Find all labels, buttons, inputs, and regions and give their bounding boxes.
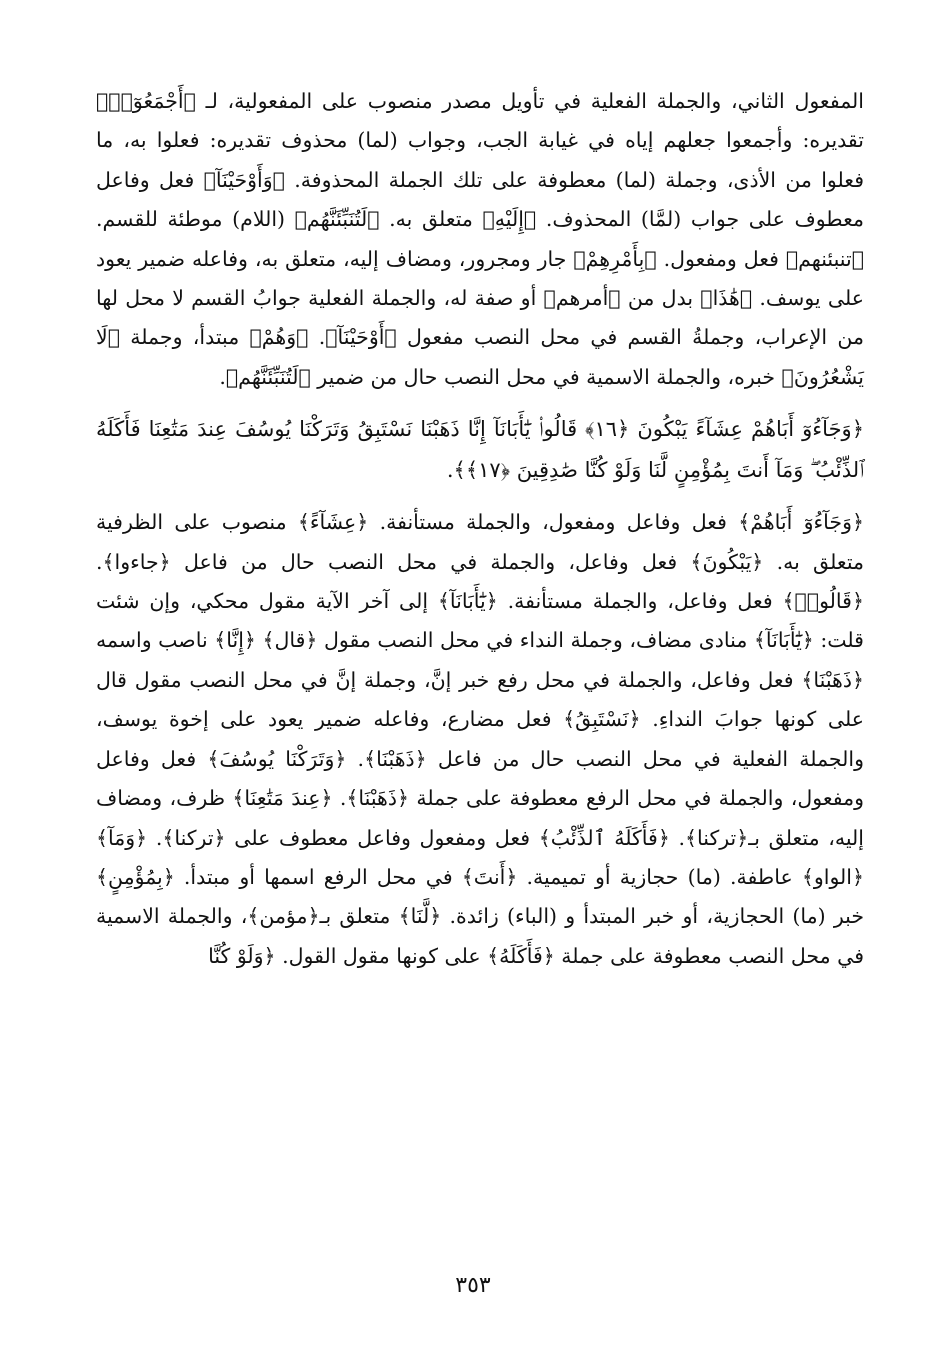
section-gap	[96, 397, 864, 409]
page-body	[96, 82, 864, 976]
section-gap	[96, 491, 864, 503]
paragraph-commentary-1: المفعول الثاني، والجملة الفعلية في تأويل مصدر منصوب على المفعولية، لـ ﴿أَجْمَعُوٓا۟﴾ تقديره: وأجمعوا جعلهم إياه في غيابة الجب، وجواب (لما) محذوف تقديره: فعلوا به، ما فعلوا من الأذى، وجملة (لما) معطوفة على تلك الجملة المحذوفة. ﴿وَأَوْحَيْنَآ﴾ فعل وفاعل معطوف على جواب (لمَّا) المحذوف. ﴿إِلَيْهِ﴾ متعلق به. ﴿لَتُنَبِّئَنَّهُم﴾ (اللام) موطئة للقسم. ﴿تنبئنهم﴾ فعل ومفعول. ﴿بِأَمْرِهِمْ﴾ جار ومجرور، ومضاف إليه، متعلق به، وفاعله ضمير يعود على يوسف. ﴿هَٰذَا﴾ بدل من ﴿أمرهم﴾ أو صفة له، والجملة الفعلية جوابُ القسم لا محل لها من الإعراب، وجملةُ القسم في محل النصب مفعول ﴿أَوْحَيْنَآ﴾. ﴿وَهُمْ﴾ مبتدأ، وجملة ﴿لَا يَشْعُرُونَ﴾ خبره، والجملة الاسمية في محل النصب حال من ضمير ﴿لَتُنَبِّئَنَّهُم﴾.	[96, 89, 864, 389]
paragraph-commentary-2: ﴿وَجَآءُوٓ أَبَاهُمْ﴾ فعل وفاعل ومفعول، والجملة مستأنفة. ﴿عِشَآءً﴾ منصوب على الظرفية متعلق به. ﴿يَبْكُونَ﴾ فعل وفاعل، والجملة في محل النصب حال من فاعل ﴿جاءوا﴾. ﴿قَالُوا۟﴾ فعل وفاعل، والجملة مستأنفة. ﴿يَٰٓأَبَانَآ﴾ إلى آخر الآية مقول محكي، وإن شئت قلت: ﴿يَٰٓأَبَانَآ﴾ منادى مضاف، وجملة النداء في محل النصب مقول ﴿قال﴾ ﴿إِنَّا﴾ ناصب واسمه ﴿ذَهَبْنَا﴾ فعل وفاعل، والجملة في محل رفع خبر إنَّ، وجملة إنَّ في محل النصب مقول قال على كونها جوابَ النداءِ. ﴿نَسْتَبِقُ﴾ فعل مضارع، وفاعله ضمير يعود على إخوة يوسف، والجملة الفعلية في محل النصب حال من فاعل ﴿ذَهَبْنَا﴾. ﴿وَتَرَكْنَا يُوسُفَ﴾ فعل وفاعل ومفعول، والجملة في محل الرفع معطوفة على جملة ﴿ذَهَبْنَا﴾. ﴿عِندَ مَتَٰعِنَا﴾ ظرف، ومضاف إليه، متعلق بـ﴿تركنا﴾. ﴿فَأَكَلَهُ ٱلذِّئْبُ﴾ فعل ومفعول وفاعل معطوف على ﴿تركنا﴾. ﴿وَمَآ﴾ ﴿الواو﴾ عاطفة. (ما) حجازية أو تميمية. ﴿أَنتَ﴾ في محل الرفع اسمها أو مبتدأ. ﴿بِمُؤْمِنٍ﴾ خبر (ما) الحجازية، أو خبر المبتدأ و (الباء) زائدة. ﴿لَّنَا﴾ متعلق بـ﴿مؤمن﴾، والجملة الاسمية في محل النصب معطوفة على جملة ﴿فَأَكَلَهُ﴾ على كونها مقول القول. ﴿وَلَوْ كُنَّا	[96, 510, 864, 968]
page-number: ٣٥٣	[455, 1273, 491, 1298]
quran-verse: ﴿وَجَآءُوٓ أَبَاهُمْ عِشَآءً يَبْكُونَ ﴿١٦﴾ قَالُوا۟ يَٰٓأَبَانَآ إِنَّا ذَهَبْنَا نَسْتَبِقُ وَتَرَكْنَا يُوسُفَ عِندَ مَتَٰعِنَا فَأَكَلَهُ ٱلذِّئْبُ ۖ وَمَآ أَنتَ بِمُؤْمِنٍ لَّنَا وَلَوْ كُنَّا صَٰدِقِينَ ﴿١٧﴾﴾.	[96, 417, 864, 483]
